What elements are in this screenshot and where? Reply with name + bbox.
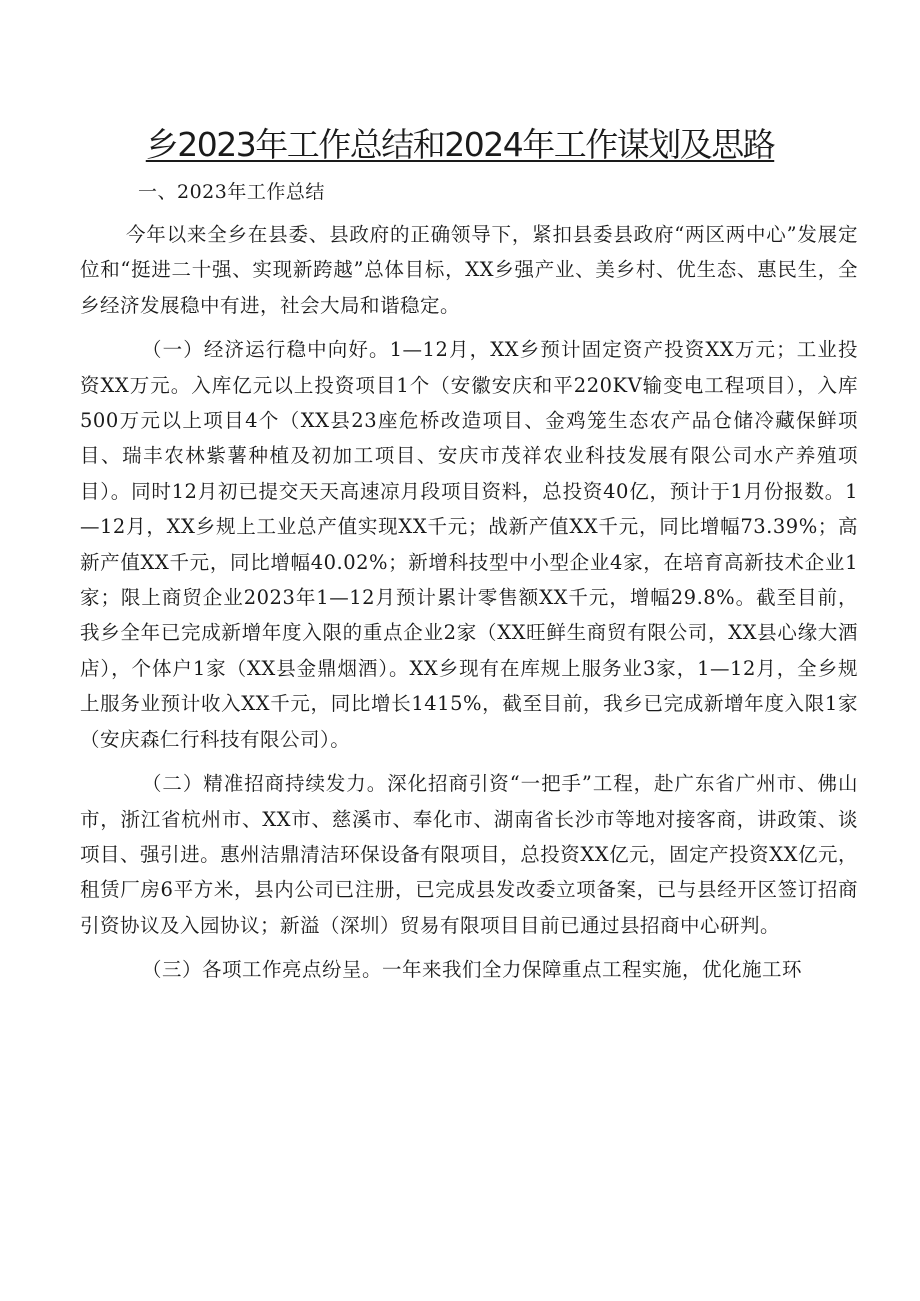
- paragraph-intro: 今年以来全乡在县委、县政府的正确领导下，紧扣县委县政府“两区两中心”发展定位和“挺进二十强、实现新跨越”总体目标，XX乡强产业、美乡村、优生态、惠民生，全乡经济发展稳中有进，社会大局和谐稳定。: [80, 223, 859, 317]
- document-body: [80, 217, 858, 988]
- section-heading: 一、2023年工作总结: [138, 181, 325, 203]
- document-title-text: 乡2023年工作总结和2024年工作谋划及思路: [145, 125, 775, 164]
- document-title: [0, 120, 920, 170]
- paragraph-investment: （二）精准招商持续发力。深化招商引资“一把手”工程，赴广东省广州市、佛山市，浙江省杭州市、XX市、慈溪市、奉化市、湖南省长沙市等地对接客商，讲政策、谈项目、强引进。惠州洁鼎清洁环保设备有限项目，总投资XX亿元，固定产投资XX亿元，租赁厂房6平方米，县内公司已注册，已完成县发改委立项备案，已与县经开区签订招商引资协议及入园协议；新溢（深圳）贸易有限项目目前已通过县招商中心研判。: [80, 772, 858, 937]
- paragraph-highlights: （三）各项工作亮点纷呈。一年来我们全力保障重点工程实施，优化施工环: [142, 958, 803, 982]
- paragraph-economy: （一）经济运行稳中向好。1—12月，XX乡预计固定资产投资XX万元；工业投资XX万元。入库亿元以上投资项目1个（安徽安庆和平220KV输变电工程项目），入库500万元以上项目4个（XX县23座危桥改造项目、金鸡笼生态农产品仓储冷藏保鲜项目、瑞丰农林紫薯种植及初加工项目、安庆市茂祥农业科技发展有限公司水产养殖项目）。同时12月初已提交天天高速凉月段项目资料，总投资40亿，预计于1月份报数。1—12月，XX乡规上工业总产值实现XX千元；战新产值XX千元，同比增幅73.39%；高新产值XX千元，同比增幅40.02%；新增科技型中小型企业4家，在培育高新技术企业1家；限上商贸企业2023年1—12月预计累计零售额XX千元，增幅29.8%。截至目前，我乡全年已完成新增年度入限的重点企业2家（XX旺鲜生商贸有限公司，XX县心缘大酒店），个体户1家（XX县金鼎烟酒）。XX乡现有在库规上服务业3家，1—12月，全乡规上服务业预计收入XX千元，同比增长1415%，截至目前，我乡已完成新增年度入限1家（安庆森仁行科技有限公司）。: [80, 338, 858, 751]
